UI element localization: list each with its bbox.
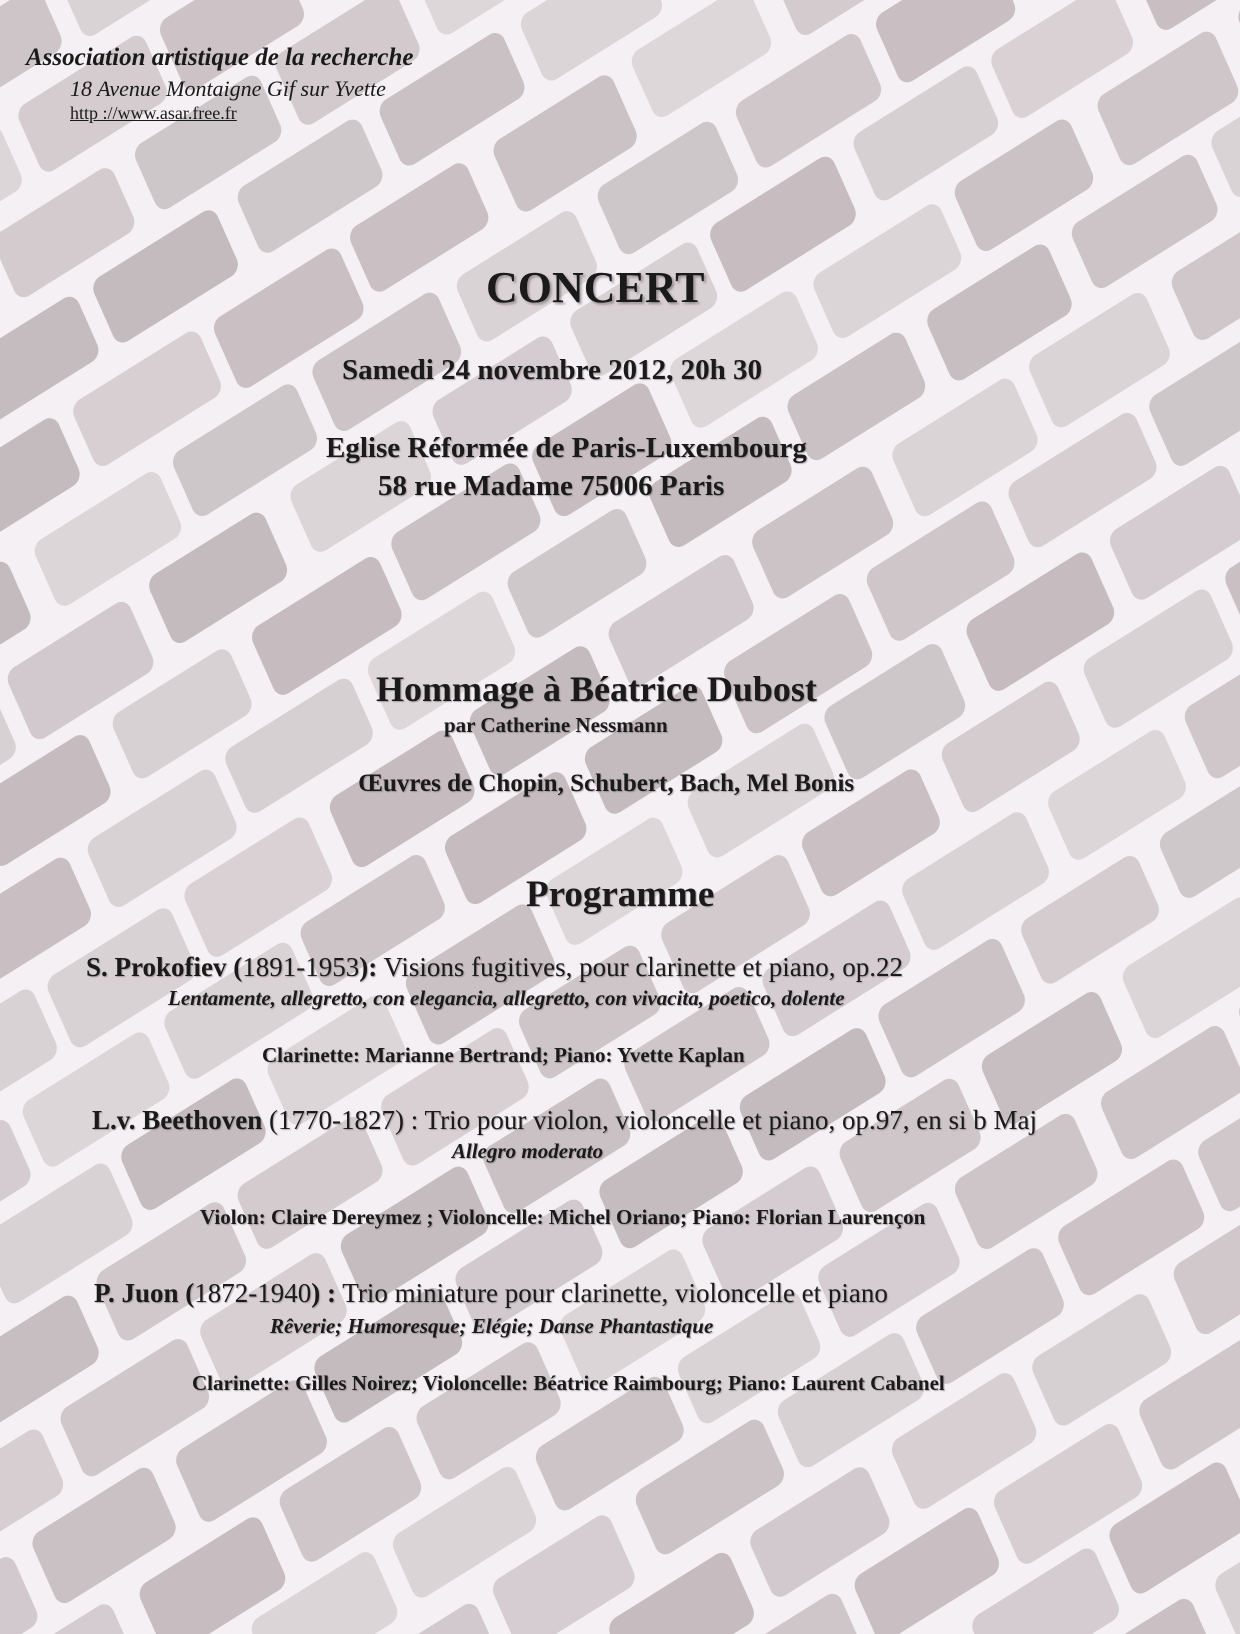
piece-2-movements: Allegro moderato: [452, 1139, 604, 1163]
piece-3-title-line: [94, 1278, 888, 1309]
piece-2-dates-open: (: [262, 1105, 279, 1135]
piece-1-title-line: [86, 952, 903, 983]
piece-1-dates-close: ):: [359, 952, 378, 982]
hommage-title: Hommage à Béatrice Dubost: [376, 669, 817, 709]
piece-2-composer: L.v. Beethoven: [92, 1105, 263, 1135]
piece-2-performers: Violon: Claire Dereymez ; Violoncelle: Michel Oriano; Piano: Florian Laurençon: [200, 1205, 926, 1229]
hommage-by: par Catherine Nessmann: [444, 713, 668, 737]
association-name: Association artistique de la recherche: [26, 44, 414, 71]
piece-3-dates-open: (: [178, 1278, 195, 1308]
association-url[interactable]: http ://www.asar.free.fr: [70, 103, 237, 123]
piece-1-dates-open: (: [226, 952, 243, 982]
piece-3-dates-close: ) :: [311, 1278, 337, 1308]
piece-1-movements: Lentamente, allegretto, con elegancia, allegretto, con vivacita, poetico, dolente: [168, 986, 845, 1010]
piece-1-dates: 1891-1953: [242, 952, 360, 982]
piece-1-performers: Clarinette: Marianne Bertrand; Piano: Yvette Kaplan: [262, 1043, 745, 1067]
event-venue: Eglise Réformée de Paris-Luxembourg: [326, 432, 807, 464]
piece-2-dates-close: ) :: [395, 1105, 419, 1135]
piece-1-composer: S. Prokofiev: [86, 952, 227, 982]
piece-3-work: Trio miniature pour clarinette, violoncelle et piano: [336, 1278, 888, 1308]
piece-2-dates: 1770-1827: [278, 1105, 396, 1135]
event-date: Samedi 24 novembre 2012, 20h 30: [342, 354, 762, 386]
piece-2-title-line: [92, 1105, 1037, 1136]
page-title: CONCERT: [486, 263, 705, 312]
hommage-works: Œuvres de Chopin, Schubert, Bach, Mel Bonis: [358, 770, 855, 797]
piece-3-performers: Clarinette: Gilles Noirez; Violoncelle: Béatrice Raimbourg; Piano: Laurent Cabanel: [192, 1371, 945, 1395]
piece-1-work: Visions fugitives, pour clarinette et piano, op.22: [377, 952, 904, 982]
piece-3-composer: P. Juon: [94, 1278, 179, 1308]
piece-3-dates: 1872-1940: [194, 1278, 312, 1308]
piece-3-movements: Rêverie; Humoresque; Elégie; Danse Phantastique: [270, 1314, 714, 1338]
piece-2-work: Trio pour violon, violoncelle et piano, op.97, en si b Maj: [418, 1105, 1037, 1135]
event-address: 58 rue Madame 75006 Paris: [378, 470, 725, 502]
association-address: 18 Avenue Montaigne Gif sur Yvette: [70, 76, 386, 101]
programme-heading: Programme: [526, 874, 715, 915]
